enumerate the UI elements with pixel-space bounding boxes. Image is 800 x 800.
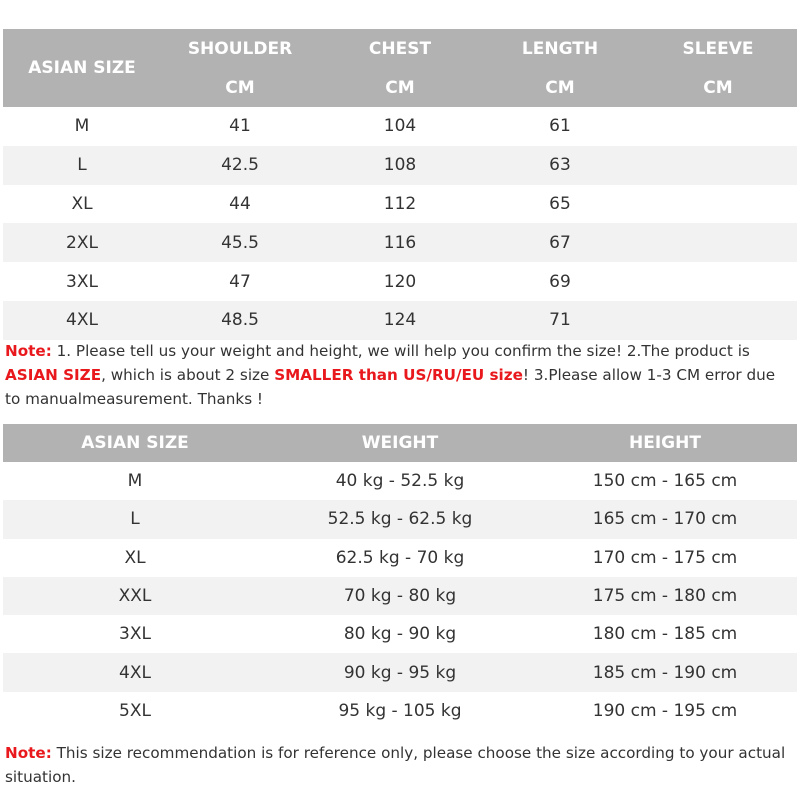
table-row bbox=[3, 653, 797, 691]
cell-height: 190 cm - 195 cm bbox=[592, 700, 738, 721]
reference-note bbox=[5, 741, 795, 789]
table-row bbox=[3, 500, 797, 538]
cell-weight: 90 kg - 95 kg bbox=[343, 662, 457, 683]
note-highlight-smaller: SMALLER than US/RU/EU size bbox=[274, 366, 523, 384]
cell-shoulder: 47 bbox=[229, 271, 251, 292]
cell-size: 2XL bbox=[66, 232, 98, 253]
cell-shoulder: 41 bbox=[229, 116, 251, 137]
cell-size: 3XL bbox=[119, 624, 151, 645]
cell-length: 67 bbox=[549, 232, 571, 253]
table-row bbox=[3, 462, 797, 500]
cell-chest: 116 bbox=[383, 232, 417, 253]
header-unit-sleeve: CM bbox=[703, 78, 733, 98]
table-row bbox=[3, 577, 797, 615]
table-row bbox=[3, 692, 797, 730]
note-text-1: 1. Please tell us your weight and height, we will help you confirm the size! 2.The product is bbox=[51, 342, 750, 360]
header-unit-length: CM bbox=[545, 78, 575, 98]
table-row bbox=[3, 146, 797, 185]
cell-height: 185 cm - 190 cm bbox=[592, 662, 738, 683]
cell-shoulder: 42.5 bbox=[221, 155, 259, 176]
cell-size: XL bbox=[124, 547, 146, 568]
cell-height: 165 cm - 170 cm bbox=[592, 509, 738, 530]
cell-length: 63 bbox=[549, 155, 571, 176]
cell-size: 3XL bbox=[66, 271, 98, 292]
cell-shoulder: 48.5 bbox=[221, 310, 259, 331]
table-row bbox=[3, 223, 797, 262]
note-text-3: ! 3.Please allow 1-3 CM error due to manualmeasurement. Thanks ! bbox=[5, 366, 776, 408]
cell-length: 65 bbox=[549, 193, 571, 214]
table-row bbox=[3, 262, 797, 301]
table-row bbox=[3, 615, 797, 653]
size-chart-table bbox=[3, 29, 797, 340]
cell-weight: 40 kg - 52.5 kg bbox=[335, 471, 465, 492]
cell-size: M bbox=[74, 116, 90, 137]
cell-chest: 112 bbox=[383, 193, 417, 214]
size-chart-header bbox=[3, 29, 797, 107]
cell-size: 4XL bbox=[66, 310, 98, 331]
cell-size: L bbox=[130, 509, 140, 530]
cell-size: 4XL bbox=[119, 662, 151, 683]
note-label: Note: bbox=[5, 744, 52, 762]
table-row bbox=[3, 185, 797, 224]
cell-weight: 62.5 kg - 70 kg bbox=[335, 547, 465, 568]
header-sleeve: SLEEVE bbox=[682, 39, 754, 59]
table-row bbox=[3, 301, 797, 340]
header-unit-chest: CM bbox=[385, 78, 415, 98]
cell-weight: 70 kg - 80 kg bbox=[343, 586, 457, 607]
cell-height: 175 cm - 180 cm bbox=[592, 586, 738, 607]
cell-chest: 108 bbox=[383, 155, 417, 176]
header-shoulder: SHOULDER bbox=[187, 39, 293, 59]
header-asian-size: ASIAN SIZE bbox=[28, 58, 136, 78]
header-chest: CHEST bbox=[368, 39, 432, 59]
note-text: This size recommendation is for reference only, please choose the size according to your actual situation. bbox=[5, 744, 786, 786]
cell-height: 150 cm - 165 cm bbox=[592, 471, 738, 492]
cell-chest: 104 bbox=[383, 116, 417, 137]
fit-recommendation-table bbox=[3, 424, 797, 730]
cell-weight: 52.5 kg - 62.5 kg bbox=[327, 509, 473, 530]
cell-weight: 95 kg - 105 kg bbox=[338, 700, 462, 721]
cell-size: L bbox=[77, 155, 87, 176]
cell-size: 5XL bbox=[119, 700, 151, 721]
cell-chest: 124 bbox=[383, 310, 417, 331]
note-label: Note: bbox=[5, 342, 52, 360]
cell-length: 71 bbox=[549, 310, 571, 331]
cell-size: XXL bbox=[118, 586, 152, 607]
table-row bbox=[3, 539, 797, 577]
cell-height: 180 cm - 185 cm bbox=[592, 624, 738, 645]
header-asian-size: ASIAN SIZE bbox=[81, 433, 189, 453]
header-height: HEIGHT bbox=[629, 433, 701, 453]
cell-length: 69 bbox=[549, 271, 571, 292]
cell-size: M bbox=[127, 471, 143, 492]
cell-length: 61 bbox=[549, 116, 571, 137]
size-note bbox=[5, 339, 795, 411]
note-text-2: , which is about 2 size bbox=[101, 366, 275, 384]
header-weight: WEIGHT bbox=[361, 433, 439, 453]
fit-table-header bbox=[3, 424, 797, 462]
cell-weight: 80 kg - 90 kg bbox=[343, 624, 457, 645]
cell-shoulder: 44 bbox=[229, 193, 251, 214]
table-row bbox=[3, 107, 797, 146]
header-length: LENGTH bbox=[521, 39, 599, 59]
cell-chest: 120 bbox=[383, 271, 417, 292]
header-unit-shoulder: CM bbox=[225, 78, 255, 98]
cell-size: XL bbox=[71, 193, 93, 214]
cell-height: 170 cm - 175 cm bbox=[592, 547, 738, 568]
note-highlight-asian-size: ASIAN SIZE bbox=[5, 366, 102, 384]
cell-shoulder: 45.5 bbox=[221, 232, 259, 253]
